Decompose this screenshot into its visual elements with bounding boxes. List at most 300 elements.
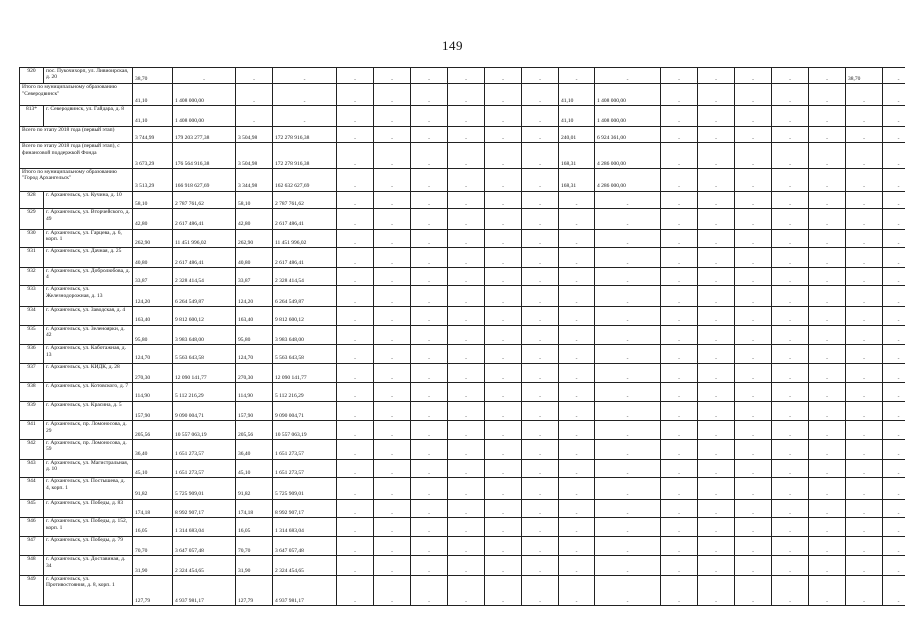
empty-cell: - (522, 248, 559, 268)
empty-cell: - (374, 345, 411, 364)
empty-cell: - (698, 106, 735, 127)
empty-cell: - (522, 286, 559, 307)
empty-cell: - (337, 126, 374, 142)
empty-cell: - (698, 68, 735, 84)
empty-cell: - (809, 168, 846, 191)
empty-cell: - (411, 267, 448, 286)
empty-cell: - (661, 68, 698, 84)
empty-cell: - (337, 168, 374, 191)
value-cell: 31,90 (133, 556, 173, 576)
value-cell: 2 787 761,62 (173, 191, 236, 209)
empty-cell: - (698, 345, 735, 364)
empty-cell: - (883, 248, 905, 268)
value-cell: 10 557 063,19 (273, 421, 337, 440)
empty-cell: - (846, 363, 883, 383)
empty-cell: - (485, 68, 522, 84)
value-cell: 172 278 916,38 (273, 143, 337, 169)
value-cell: 33,87 (236, 267, 273, 286)
empty-cell: - (883, 267, 905, 286)
empty-cell: - (595, 439, 661, 459)
empty-cell: - (374, 307, 411, 326)
total-row (20, 84, 905, 106)
value-cell: 5 563 643,58 (173, 345, 236, 364)
empty-cell: - (559, 459, 595, 478)
empty-cell: - (448, 345, 485, 364)
row-number: 938 (20, 383, 44, 402)
value-cell: 95,80 (133, 325, 173, 345)
empty-cell: - (374, 126, 411, 142)
empty-cell: - (698, 209, 735, 230)
empty-cell: - (522, 363, 559, 383)
empty-cell: - (883, 143, 905, 169)
empty-cell: - (411, 209, 448, 230)
value-cell: 33,87 (133, 267, 173, 286)
empty-cell: - (846, 576, 883, 606)
empty-cell: - (522, 168, 559, 191)
value-cell: 31,90 (236, 556, 273, 576)
empty-cell: - (559, 499, 595, 518)
empty-cell: - (337, 363, 374, 383)
empty-cell: - (883, 307, 905, 326)
value-cell: 124,20 (236, 286, 273, 307)
empty-cell: - (846, 106, 883, 127)
empty-cell: - (846, 191, 883, 209)
empty-cell: - (661, 84, 698, 106)
empty-cell: - (698, 286, 735, 307)
empty-cell: - (448, 401, 485, 421)
address-cell: г. Архангельск, ул. Кучина, д. 10 (44, 191, 133, 209)
table-row (20, 421, 905, 440)
empty-cell: - (698, 383, 735, 402)
value-cell: 124,70 (236, 345, 273, 364)
empty-cell: - (809, 459, 846, 478)
empty-cell: - (698, 536, 735, 556)
empty-cell: - (846, 143, 883, 169)
empty-cell: - (809, 143, 846, 169)
empty-cell: - (337, 459, 374, 478)
table-row (20, 536, 905, 556)
address-cell: г. Архангельск, ул. Каботажная, д. 13 (44, 345, 133, 364)
row-number: 943 (20, 459, 44, 478)
value-cell: 3 983 648,00 (173, 325, 236, 345)
empty-cell: - (883, 518, 905, 537)
empty-cell: - (846, 536, 883, 556)
empty-cell: - (595, 363, 661, 383)
empty-cell: - (595, 556, 661, 576)
empty-cell: - (846, 478, 883, 500)
row-number: 947 (20, 536, 44, 556)
empty-cell: - (661, 556, 698, 576)
value-cell: 166 918 627,69 (173, 168, 236, 191)
empty-cell: - (337, 536, 374, 556)
empty-cell: - (772, 106, 809, 127)
empty-cell: - (411, 576, 448, 606)
empty-cell: - (559, 307, 595, 326)
empty-cell: - (698, 421, 735, 440)
empty-cell: - (735, 126, 772, 142)
empty-cell: - (846, 556, 883, 576)
empty-cell: - (809, 248, 846, 268)
empty-cell: - (485, 248, 522, 268)
empty-cell: - (337, 229, 374, 248)
empty-cell: - (883, 576, 905, 606)
row-number: 936 (20, 345, 44, 364)
total-label: Итого по муниципальному образованию "Город Архангельск" (20, 168, 133, 191)
table-row (20, 286, 905, 307)
value-cell: 40,80 (236, 248, 273, 268)
empty-cell: - (846, 383, 883, 402)
empty-cell: - (485, 126, 522, 142)
empty-cell: - (411, 143, 448, 169)
empty-cell: - (337, 68, 374, 84)
address-cell: г. Архангельск, ул. Красина, д. 5 (44, 401, 133, 421)
empty-cell: - (698, 439, 735, 459)
table-row (20, 267, 905, 286)
empty-cell: - (883, 499, 905, 518)
empty-cell: - (374, 286, 411, 307)
empty-cell: - (661, 345, 698, 364)
value-cell: 41,10 (559, 106, 595, 127)
value-cell: 45,10 (236, 459, 273, 478)
empty-cell: - (661, 401, 698, 421)
empty-cell: - (595, 499, 661, 518)
empty-cell: - (883, 439, 905, 459)
value-cell: 36,40 (236, 439, 273, 459)
empty-cell: - (559, 556, 595, 576)
empty-cell: - (809, 84, 846, 106)
empty-cell: - (595, 286, 661, 307)
value-cell: 4 937 981,17 (273, 576, 337, 606)
empty-cell: - (735, 459, 772, 478)
value-cell: 172 278 916,38 (273, 126, 337, 142)
value-cell: 2 328 414,54 (173, 267, 236, 286)
empty-cell: - (337, 209, 374, 230)
empty-cell: - (661, 363, 698, 383)
empty-cell: - (661, 267, 698, 286)
empty-cell: - (772, 209, 809, 230)
empty-cell: - (772, 536, 809, 556)
value-cell: 1 408 000,00 (595, 84, 661, 106)
empty-cell: - (522, 383, 559, 402)
empty-cell: - (772, 556, 809, 576)
empty-cell: - (735, 106, 772, 127)
empty-cell: - (846, 267, 883, 286)
table-row (20, 191, 905, 209)
empty-cell: - (595, 518, 661, 537)
empty-cell: - (698, 267, 735, 286)
empty-cell: - (809, 345, 846, 364)
value-cell: 5 725 909,01 (173, 478, 236, 500)
empty-cell: - (846, 229, 883, 248)
empty-cell: - (448, 143, 485, 169)
empty-cell: - (485, 576, 522, 606)
empty-cell: - (661, 209, 698, 230)
empty-cell: - (698, 499, 735, 518)
empty-cell: - (411, 401, 448, 421)
empty-cell: - (411, 383, 448, 402)
empty-cell: - (735, 401, 772, 421)
empty-cell: - (661, 383, 698, 402)
value-cell: 2 324 454,65 (173, 556, 236, 576)
empty-cell: - (661, 229, 698, 248)
address-cell: пос. Пукочихорп, ул. Ливиоирская, д. 20 (44, 68, 133, 84)
empty-cell: - (809, 209, 846, 230)
empty-cell: - (698, 143, 735, 169)
empty-cell: - (411, 229, 448, 248)
empty-cell: - (411, 325, 448, 345)
value-cell: 168,31 (559, 143, 595, 169)
empty-cell: - (522, 307, 559, 326)
table-row (20, 325, 905, 345)
empty-cell: - (698, 84, 735, 106)
empty-cell: - (698, 556, 735, 576)
empty-cell: - (735, 536, 772, 556)
empty-cell: - (883, 84, 905, 106)
empty-cell: - (809, 229, 846, 248)
empty-cell: - (411, 126, 448, 142)
empty-cell: - (337, 191, 374, 209)
empty-cell: - (411, 248, 448, 268)
empty-cell: - (374, 325, 411, 345)
empty-cell: - (448, 68, 485, 84)
empty-cell: - (772, 84, 809, 106)
address-cell: г. Архангельск, ул. Дачная, д. 25 (44, 248, 133, 268)
empty-cell: - (374, 248, 411, 268)
value-cell: 4 286 000,00 (595, 143, 661, 169)
row-number: 813* (20, 106, 44, 127)
address-cell: г. Архангельск, ул. Зеленоярки, д. 42 (44, 325, 133, 345)
empty-cell: - (661, 143, 698, 169)
empty-cell: - (411, 499, 448, 518)
empty-cell: - (846, 499, 883, 518)
value-cell: 3 983 648,00 (273, 325, 337, 345)
empty-cell: - (698, 363, 735, 383)
empty-cell: - (559, 229, 595, 248)
empty-cell: - (337, 401, 374, 421)
empty-cell: - (559, 325, 595, 345)
empty-cell: - (522, 499, 559, 518)
empty-cell: - (337, 499, 374, 518)
empty-cell: - (448, 84, 485, 106)
value-cell: 3 504,98 (236, 126, 273, 142)
empty-cell: - (809, 68, 846, 84)
empty-cell: - (411, 168, 448, 191)
empty-cell: - (735, 478, 772, 500)
value-cell: 127,79 (236, 576, 273, 606)
empty-cell: - (809, 478, 846, 500)
empty-cell: - (883, 68, 905, 84)
empty-cell: - (337, 576, 374, 606)
value-cell: 262,90 (133, 229, 173, 248)
empty-cell: - (522, 421, 559, 440)
empty-cell: - (485, 106, 522, 127)
empty-cell: - (485, 267, 522, 286)
value-cell: 1 651 273,57 (173, 459, 236, 478)
empty-cell: - (485, 439, 522, 459)
empty-cell: - (559, 576, 595, 606)
value-cell: 41,10 (559, 84, 595, 106)
value-cell: 9 812 600,12 (273, 307, 337, 326)
table-row (20, 363, 905, 383)
row-number: 945 (20, 499, 44, 518)
address-cell: г. Архангельск, ул. Заводская, д. 4 (44, 307, 133, 326)
empty-cell: - (846, 286, 883, 307)
address-cell: г. Архангельск, ул. КИДК, д. 28 (44, 363, 133, 383)
empty-cell: - (661, 106, 698, 127)
empty-cell: - (698, 459, 735, 478)
empty-cell: - (448, 286, 485, 307)
empty-cell: - (595, 68, 661, 84)
value-cell: 4 937 981,17 (173, 576, 236, 606)
empty-cell: - (522, 345, 559, 364)
empty-cell: - (661, 576, 698, 606)
empty-cell: - (485, 499, 522, 518)
address-cell: г. Архангельск, ул. Вторчейского, д. 49 (44, 209, 133, 230)
empty-cell: - (337, 84, 374, 106)
empty-cell: - (485, 556, 522, 576)
empty-cell: - (448, 518, 485, 537)
value-cell: 114,90 (133, 383, 173, 402)
empty-cell: - (883, 536, 905, 556)
empty-cell: - (522, 126, 559, 142)
empty-cell: - (809, 576, 846, 606)
empty-cell: - (522, 439, 559, 459)
empty-cell: - (846, 168, 883, 191)
value-cell: 3 673,29 (133, 143, 173, 169)
value-cell: 1 314 683,04 (273, 518, 337, 537)
empty-cell: - (595, 307, 661, 326)
empty-cell: - (595, 478, 661, 500)
value-cell: 3 647 057,48 (273, 536, 337, 556)
value-cell: 5 112 216,29 (273, 383, 337, 402)
empty-cell: - (809, 267, 846, 286)
value-cell: 174,18 (236, 499, 273, 518)
empty-cell: - (522, 209, 559, 230)
empty-cell: - (374, 576, 411, 606)
empty-cell: - (448, 439, 485, 459)
empty-cell: - (883, 401, 905, 421)
empty-cell: - (661, 518, 698, 537)
empty-cell: - (411, 84, 448, 106)
row-number: 935 (20, 325, 44, 345)
table-row (20, 106, 905, 127)
empty-cell: - (337, 106, 374, 127)
empty-cell: - (661, 421, 698, 440)
empty-cell: - (485, 209, 522, 230)
total-label: Всего по этапу 2018 года (первый этап), с финансовой поддержкой Фонда (20, 143, 133, 169)
value-cell: 162 632 627,69 (273, 168, 337, 191)
empty-cell: - (411, 68, 448, 84)
empty-cell: - (595, 229, 661, 248)
empty-cell: - (485, 363, 522, 383)
empty-cell: - (485, 191, 522, 209)
value-cell: 58,10 (133, 191, 173, 209)
empty-cell: - (883, 191, 905, 209)
empty-cell: - (735, 191, 772, 209)
empty-cell: - (485, 478, 522, 500)
value-cell: 10 557 063,19 (173, 421, 236, 440)
empty-cell: - (522, 84, 559, 106)
value-cell: 16,05 (133, 518, 173, 537)
empty-cell: - (772, 126, 809, 142)
total-row (20, 168, 905, 191)
page-number: 149 (442, 38, 463, 53)
empty-cell: - (374, 499, 411, 518)
empty-cell: - (698, 576, 735, 606)
empty-cell: - (772, 383, 809, 402)
empty-cell: - (337, 248, 374, 268)
value-cell: 42,80 (133, 209, 173, 230)
empty-cell: - (559, 248, 595, 268)
empty-cell: - (846, 459, 883, 478)
empty-cell: - (559, 518, 595, 537)
value-cell: 3 344,98 (236, 168, 273, 191)
empty-cell: - (735, 248, 772, 268)
empty-cell: - (522, 478, 559, 500)
value-cell: 1 651 273,57 (173, 439, 236, 459)
value-cell: 163,40 (236, 307, 273, 326)
data-table (19, 67, 905, 606)
empty-cell: - (559, 209, 595, 230)
empty-cell: - (374, 383, 411, 402)
empty-cell: - (595, 383, 661, 402)
value-cell: 12 090 141,77 (173, 363, 236, 383)
empty-cell: - (883, 345, 905, 364)
value-cell: 95,80 (236, 325, 273, 345)
empty-cell: - (485, 421, 522, 440)
empty-cell: - (809, 307, 846, 326)
value-cell: 4 286 000,00 (595, 168, 661, 191)
empty-cell: - (522, 191, 559, 209)
empty-cell: - (883, 421, 905, 440)
empty-cell: - (809, 363, 846, 383)
value-cell: 6 924 361,00 (595, 126, 661, 142)
empty-cell: - (772, 248, 809, 268)
value-cell: 1 408 000,00 (173, 106, 236, 127)
empty-cell: - (522, 325, 559, 345)
empty-cell: - (883, 229, 905, 248)
address-cell: г. Архангельск, пр. Ломоносова, д. 29 (44, 421, 133, 440)
empty-cell: - (337, 307, 374, 326)
empty-cell: - (448, 325, 485, 345)
value-cell: 16,05 (236, 518, 273, 537)
value-cell: 2 328 414,54 (273, 267, 337, 286)
value-cell: 270,30 (236, 363, 273, 383)
empty-cell: - (522, 229, 559, 248)
empty-cell: - (772, 345, 809, 364)
empty-cell: - (374, 478, 411, 500)
empty-cell: - (337, 383, 374, 402)
empty-cell: - (448, 267, 485, 286)
table-row (20, 307, 905, 326)
row-number: 939 (20, 401, 44, 421)
value-cell: 179 203 277,38 (173, 126, 236, 142)
empty-cell: - (448, 459, 485, 478)
empty-cell: - (883, 478, 905, 500)
value-cell: 8 992 907,17 (273, 499, 337, 518)
empty-cell: - (735, 267, 772, 286)
empty-cell: - (448, 307, 485, 326)
address-cell: г. Архангельск, ул. Добролюбова, д. 4 (44, 267, 133, 286)
empty-cell: - (374, 459, 411, 478)
empty-cell: - (735, 421, 772, 440)
empty-cell: - (846, 248, 883, 268)
value-cell: 157,90 (236, 401, 273, 421)
empty-cell: - (772, 439, 809, 459)
empty-cell: - (772, 267, 809, 286)
empty-cell: - (448, 421, 485, 440)
address-cell: г. Архангельск, ул. Победы, д. 79 (44, 536, 133, 556)
